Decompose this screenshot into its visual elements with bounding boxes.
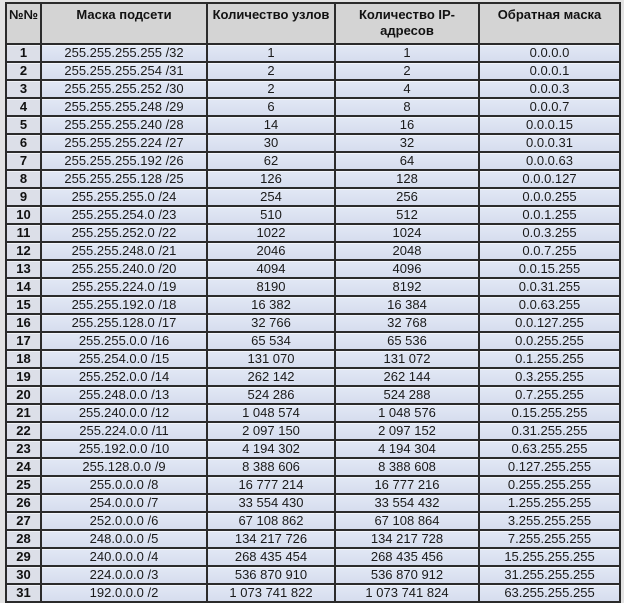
ip-count-cell: 256 xyxy=(335,188,479,206)
row-number-cell: 5 xyxy=(6,116,41,134)
subnet-mask-cell: 192.0.0.0 /2 xyxy=(41,584,207,602)
ip-count-cell: 8 388 608 xyxy=(335,458,479,476)
ip-count-cell: 1024 xyxy=(335,224,479,242)
wildcard-mask-cell: 0.0.0.63 xyxy=(479,152,620,170)
subnet-mask-cell: 255.255.255.128 /25 xyxy=(41,170,207,188)
host-count-cell: 2 xyxy=(207,80,335,98)
subnet-mask-table xyxy=(5,2,621,603)
host-count-cell: 134 217 726 xyxy=(207,530,335,548)
subnet-mask-cell: 255.255.255.192 /26 xyxy=(41,152,207,170)
ip-count-cell: 1 xyxy=(335,44,479,62)
table-row xyxy=(6,368,620,386)
row-number-cell: 12 xyxy=(6,242,41,260)
subnet-mask-cell: 255.0.0.0 /8 xyxy=(41,476,207,494)
wildcard-mask-cell: 0.0.0.7 xyxy=(479,98,620,116)
row-number-cell: 18 xyxy=(6,350,41,368)
ip-count-cell: 131 072 xyxy=(335,350,479,368)
subnet-mask-cell: 255.255.224.0 /19 xyxy=(41,278,207,296)
host-count-cell: 126 xyxy=(207,170,335,188)
ip-count-cell: 128 xyxy=(335,170,479,188)
wildcard-mask-cell: 7.255.255.255 xyxy=(479,530,620,548)
table-row xyxy=(6,134,620,152)
table-row xyxy=(6,170,620,188)
wildcard-mask-cell: 15.255.255.255 xyxy=(479,548,620,566)
host-count-cell: 262 142 xyxy=(207,368,335,386)
row-number-cell: 30 xyxy=(6,566,41,584)
wildcard-mask-cell: 0.0.0.127 xyxy=(479,170,620,188)
host-count-cell: 254 xyxy=(207,188,335,206)
ip-count-cell: 67 108 864 xyxy=(335,512,479,530)
subnet-mask-cell: 255.255.254.0 /23 xyxy=(41,206,207,224)
ip-count-cell: 4 194 304 xyxy=(335,440,479,458)
wildcard-mask-cell: 0.63.255.255 xyxy=(479,440,620,458)
table-row xyxy=(6,530,620,548)
table-row xyxy=(6,458,620,476)
table-row xyxy=(6,566,620,584)
ip-count-cell: 134 217 728 xyxy=(335,530,479,548)
wildcard-mask-cell: 0.0.1.255 xyxy=(479,206,620,224)
row-number-cell: 15 xyxy=(6,296,41,314)
host-count-cell: 16 777 214 xyxy=(207,476,335,494)
wildcard-mask-cell: 0.0.0.0 xyxy=(479,44,620,62)
ip-count-cell: 33 554 432 xyxy=(335,494,479,512)
row-number-cell: 23 xyxy=(6,440,41,458)
row-number-cell: 25 xyxy=(6,476,41,494)
table-row xyxy=(6,62,620,80)
table-row xyxy=(6,386,620,404)
row-number-cell: 31 xyxy=(6,584,41,602)
ip-count-cell: 2048 xyxy=(335,242,479,260)
host-count-cell: 268 435 454 xyxy=(207,548,335,566)
row-number-cell: 16 xyxy=(6,314,41,332)
row-number-cell: 28 xyxy=(6,530,41,548)
row-number-cell: 22 xyxy=(6,422,41,440)
host-count-cell: 8190 xyxy=(207,278,335,296)
subnet-mask-cell: 255.255.255.248 /29 xyxy=(41,98,207,116)
subnet-mask-cell: 255.255.255.252 /30 xyxy=(41,80,207,98)
ip-count-cell: 8 xyxy=(335,98,479,116)
table-row xyxy=(6,44,620,62)
table-row xyxy=(6,494,620,512)
row-number-cell: 17 xyxy=(6,332,41,350)
wildcard-mask-cell: 0.0.0.255 xyxy=(479,188,620,206)
table-row xyxy=(6,260,620,278)
ip-count-cell: 2 097 152 xyxy=(335,422,479,440)
row-number-cell: 24 xyxy=(6,458,41,476)
host-count-cell: 65 534 xyxy=(207,332,335,350)
wildcard-mask-cell: 0.0.0.3 xyxy=(479,80,620,98)
table-row xyxy=(6,422,620,440)
ip-count-cell: 8192 xyxy=(335,278,479,296)
subnet-mask-cell: 255.255.255.224 /27 xyxy=(41,134,207,152)
host-count-cell: 8 388 606 xyxy=(207,458,335,476)
table-row xyxy=(6,476,620,494)
row-number-cell: 14 xyxy=(6,278,41,296)
host-count-cell: 510 xyxy=(207,206,335,224)
table-row xyxy=(6,116,620,134)
row-number-cell: 19 xyxy=(6,368,41,386)
ip-count-cell: 4 xyxy=(335,80,479,98)
ip-count-cell: 1 048 576 xyxy=(335,404,479,422)
ip-count-cell: 512 xyxy=(335,206,479,224)
ip-count-cell: 536 870 912 xyxy=(335,566,479,584)
wildcard-mask-cell: 1.255.255.255 xyxy=(479,494,620,512)
wildcard-mask-cell: 0.0.15.255 xyxy=(479,260,620,278)
ip-count-cell: 1 073 741 824 xyxy=(335,584,479,602)
table-row xyxy=(6,152,620,170)
subnet-mask-cell: 255.192.0.0 /10 xyxy=(41,440,207,458)
table-row xyxy=(6,278,620,296)
subnet-mask-cell: 255.255.255.255 /32 xyxy=(41,44,207,62)
wildcard-mask-cell: 0.7.255.255 xyxy=(479,386,620,404)
row-number-cell: 13 xyxy=(6,260,41,278)
ip-count-cell: 16 384 xyxy=(335,296,479,314)
host-count-cell: 1 xyxy=(207,44,335,62)
wildcard-mask-cell: 0.0.127.255 xyxy=(479,314,620,332)
subnet-mask-cell: 252.0.0.0 /6 xyxy=(41,512,207,530)
subnet-mask-cell: 255.255.255.0 /24 xyxy=(41,188,207,206)
table-row xyxy=(6,512,620,530)
table-row xyxy=(6,242,620,260)
wildcard-mask-cell: 0.0.7.255 xyxy=(479,242,620,260)
header-ip-count: Количество IP-адресов xyxy=(335,3,479,44)
table-row xyxy=(6,404,620,422)
header-row xyxy=(6,3,620,44)
row-number-cell: 2 xyxy=(6,62,41,80)
wildcard-mask-cell: 3.255.255.255 xyxy=(479,512,620,530)
subnet-mask-cell: 255.255.192.0 /18 xyxy=(41,296,207,314)
host-count-cell: 16 382 xyxy=(207,296,335,314)
subnet-mask-cell: 255.252.0.0 /14 xyxy=(41,368,207,386)
host-count-cell: 4094 xyxy=(207,260,335,278)
subnet-mask-cell: 255.240.0.0 /12 xyxy=(41,404,207,422)
subnet-mask-cell: 248.0.0.0 /5 xyxy=(41,530,207,548)
host-count-cell: 30 xyxy=(207,134,335,152)
wildcard-mask-cell: 0.0.0.31 xyxy=(479,134,620,152)
subnet-mask-cell: 255.255.128.0 /17 xyxy=(41,314,207,332)
wildcard-mask-cell: 0.3.255.255 xyxy=(479,368,620,386)
table-row xyxy=(6,80,620,98)
row-number-cell: 7 xyxy=(6,152,41,170)
table-row xyxy=(6,188,620,206)
row-number-cell: 9 xyxy=(6,188,41,206)
table-body xyxy=(6,44,620,602)
host-count-cell: 33 554 430 xyxy=(207,494,335,512)
table-row xyxy=(6,440,620,458)
row-number-cell: 1 xyxy=(6,44,41,62)
subnet-mask-cell: 255.254.0.0 /15 xyxy=(41,350,207,368)
table-row xyxy=(6,332,620,350)
ip-count-cell: 16 xyxy=(335,116,479,134)
subnet-mask-cell: 255.255.255.240 /28 xyxy=(41,116,207,134)
ip-count-cell: 524 288 xyxy=(335,386,479,404)
row-number-cell: 21 xyxy=(6,404,41,422)
document-page xyxy=(5,2,621,603)
ip-count-cell: 268 435 456 xyxy=(335,548,479,566)
host-count-cell: 14 xyxy=(207,116,335,134)
subnet-mask-cell: 255.248.0.0 /13 xyxy=(41,386,207,404)
host-count-cell: 6 xyxy=(207,98,335,116)
host-count-cell: 536 870 910 xyxy=(207,566,335,584)
table-row xyxy=(6,224,620,242)
row-number-cell: 11 xyxy=(6,224,41,242)
ip-count-cell: 262 144 xyxy=(335,368,479,386)
host-count-cell: 1 073 741 822 xyxy=(207,584,335,602)
wildcard-mask-cell: 0.0.3.255 xyxy=(479,224,620,242)
row-number-cell: 27 xyxy=(6,512,41,530)
host-count-cell: 62 xyxy=(207,152,335,170)
host-count-cell: 2 097 150 xyxy=(207,422,335,440)
table-header xyxy=(6,3,620,44)
host-count-cell: 2 xyxy=(207,62,335,80)
table-row xyxy=(6,314,620,332)
wildcard-mask-cell: 0.255.255.255 xyxy=(479,476,620,494)
subnet-mask-cell: 255.255.255.254 /31 xyxy=(41,62,207,80)
wildcard-mask-cell: 0.0.0.15 xyxy=(479,116,620,134)
header-host-count: Количество узлов xyxy=(207,3,335,44)
table-row xyxy=(6,296,620,314)
host-count-cell: 32 766 xyxy=(207,314,335,332)
subnet-mask-cell: 254.0.0.0 /7 xyxy=(41,494,207,512)
host-count-cell: 4 194 302 xyxy=(207,440,335,458)
wildcard-mask-cell: 31.255.255.255 xyxy=(479,566,620,584)
ip-count-cell: 32 xyxy=(335,134,479,152)
wildcard-mask-cell: 0.0.255.255 xyxy=(479,332,620,350)
row-number-cell: 4 xyxy=(6,98,41,116)
host-count-cell: 1022 xyxy=(207,224,335,242)
ip-count-cell: 16 777 216 xyxy=(335,476,479,494)
wildcard-mask-cell: 0.1.255.255 xyxy=(479,350,620,368)
row-number-cell: 29 xyxy=(6,548,41,566)
table-row xyxy=(6,206,620,224)
subnet-mask-cell: 255.128.0.0 /9 xyxy=(41,458,207,476)
table-row xyxy=(6,98,620,116)
host-count-cell: 524 286 xyxy=(207,386,335,404)
wildcard-mask-cell: 0.31.255.255 xyxy=(479,422,620,440)
host-count-cell: 67 108 862 xyxy=(207,512,335,530)
header-wildcard-mask: Обратная маска xyxy=(479,3,620,44)
row-number-cell: 26 xyxy=(6,494,41,512)
row-number-cell: 10 xyxy=(6,206,41,224)
row-number-cell: 6 xyxy=(6,134,41,152)
ip-count-cell: 65 536 xyxy=(335,332,479,350)
table-row xyxy=(6,584,620,602)
header-row-number: №№ xyxy=(6,3,41,44)
subnet-mask-cell: 240.0.0.0 /4 xyxy=(41,548,207,566)
subnet-mask-cell: 255.255.252.0 /22 xyxy=(41,224,207,242)
subnet-mask-cell: 255.255.248.0 /21 xyxy=(41,242,207,260)
row-number-cell: 8 xyxy=(6,170,41,188)
wildcard-mask-cell: 0.0.0.1 xyxy=(479,62,620,80)
table-row xyxy=(6,548,620,566)
subnet-mask-cell: 224.0.0.0 /3 xyxy=(41,566,207,584)
ip-count-cell: 4096 xyxy=(335,260,479,278)
wildcard-mask-cell: 63.255.255.255 xyxy=(479,584,620,602)
wildcard-mask-cell: 0.0.31.255 xyxy=(479,278,620,296)
table-row xyxy=(6,350,620,368)
subnet-mask-cell: 255.255.0.0 /16 xyxy=(41,332,207,350)
ip-count-cell: 64 xyxy=(335,152,479,170)
row-number-cell: 20 xyxy=(6,386,41,404)
host-count-cell: 2046 xyxy=(207,242,335,260)
wildcard-mask-cell: 0.15.255.255 xyxy=(479,404,620,422)
subnet-mask-cell: 255.224.0.0 /11 xyxy=(41,422,207,440)
subnet-mask-cell: 255.255.240.0 /20 xyxy=(41,260,207,278)
header-subnet-mask: Маска подсети xyxy=(41,3,207,44)
wildcard-mask-cell: 0.0.63.255 xyxy=(479,296,620,314)
row-number-cell: 3 xyxy=(6,80,41,98)
ip-count-cell: 32 768 xyxy=(335,314,479,332)
ip-count-cell: 2 xyxy=(335,62,479,80)
host-count-cell: 131 070 xyxy=(207,350,335,368)
wildcard-mask-cell: 0.127.255.255 xyxy=(479,458,620,476)
host-count-cell: 1 048 574 xyxy=(207,404,335,422)
